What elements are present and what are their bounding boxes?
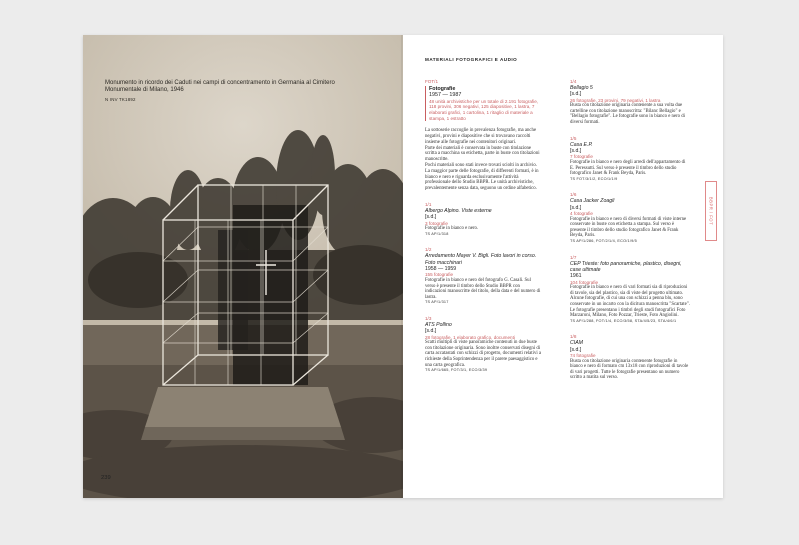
side-tab-label: BBPR / FOT xyxy=(708,196,714,226)
catalog-entry xyxy=(570,79,690,126)
paragraph: La sottoserie raccoglie in prevalenza fotografie, ma anche negativi, provini e diapositive che si trovavano raccolti insieme alle fotografie nei contenitori originari. xyxy=(425,128,537,145)
entry-title: Albergo Alpino. Viste esterne xyxy=(425,207,492,214)
entry-quantity: 4 fotografie xyxy=(570,210,593,216)
entry-quantity: 26 fotografie, 23 provini, 79 negativi, 1 lastra xyxy=(570,97,661,103)
entry-reference: TS AP/1/288, FOT/1/4, ECO/3/58, STA/4/5/23, STA/4/6/1 xyxy=(570,318,677,323)
entry-date: [s.d.] xyxy=(425,214,437,221)
photo-illustration xyxy=(83,35,403,498)
entry-reference: TS AP/1/318 xyxy=(425,231,449,236)
entry-code: 1/1 xyxy=(425,201,432,207)
catalog-entry xyxy=(425,316,541,374)
entry-reference: TS FOT/3/1/2, ECO/1/1/9 xyxy=(570,176,618,181)
entry-quantity: 155 fotografie xyxy=(425,272,454,278)
series-title: Fotografie xyxy=(429,86,456,92)
page-number: 239 xyxy=(101,475,111,481)
entry-reference: TS AP/1/317 xyxy=(425,300,449,305)
entry-title: Casa Jacker Zoagli xyxy=(570,198,615,205)
entry-code: 1/4 xyxy=(570,79,577,84)
catalog-entry xyxy=(570,192,690,244)
entry-date: [s.d.] xyxy=(570,91,582,98)
catalog-entry xyxy=(570,255,690,325)
entry-title: Arredamento Mayer V. Bigli. Foto lavori in corso. Foto macchinari xyxy=(425,253,537,266)
entry-description: Fotografie in bianco e nero del fotografo G. Casali. Sul verso è presente il timbro dello Studio BBPR con indicazioni manoscritte del titolo, della data e del numero di lastra. xyxy=(425,278,541,300)
entry-quantity: 28 fotografie, 1 elaborato grafico, documenti xyxy=(425,334,515,340)
entry-date: [s.d.] xyxy=(570,346,582,353)
catalog-entry xyxy=(570,136,690,183)
entry-reference: TS AP/1/665, FOT/3/1, ECO/3/39 xyxy=(425,368,488,373)
paragraph: La maggior parte delle fotografie, di differenti formati, è in bianco e nero e riguarda esclusivamente l'attività professionale dello Studio BBPR. Le unità archivistiche, prevalentemente senza data, seguono un ordine alfabetico. xyxy=(425,168,539,192)
right-page xyxy=(403,35,723,498)
entry-quantity: 104 fotografie xyxy=(570,279,599,285)
series-text xyxy=(425,128,541,192)
catalog-entry xyxy=(570,334,690,381)
entry-title: CIAM xyxy=(570,340,583,347)
catalog-entry xyxy=(425,202,541,237)
series-dates: 1957 — 1987 xyxy=(429,92,462,99)
entry-code: 1/5 xyxy=(570,135,577,141)
side-tab xyxy=(705,181,717,241)
caption-inventory: N INV TK1892 xyxy=(105,96,136,102)
caption-title: Monumento in ricordo dei Caduti nei campi di concentramento in Germania al Cimitero Monumentale di Milano, 1946 xyxy=(105,80,335,94)
entry-date: [s.d.] xyxy=(570,147,582,154)
entry-code: 1/6 xyxy=(570,192,577,198)
entry-reference: TS AP/1/286, FOT/2/1/4, ECO/1/9/5 xyxy=(570,239,637,244)
entry-description: Busta con titolazione originaria contenente a sua volta due cartelline con titolazione manoscritta: "Bilanc Bellagio" e "Bellagio fotografie". Le fotografie sono in bianco e nero di diversi formati. xyxy=(570,103,686,126)
photo-caption xyxy=(105,80,335,103)
entry-code: 1/8 xyxy=(570,334,577,340)
entry-title: CEP Trieste: foto panoramiche, plastico, disegni, case ultimate xyxy=(570,260,682,273)
entry-quantity: 74 fotografie xyxy=(570,352,596,358)
entry-description: Fotografie in bianco e nero di diversi formati di viste interne conservate in buste con etichetta a stampa. Sul verso è presente il timbro dello studio fotografico Janet & Frank Beyda, Paris. xyxy=(570,216,687,239)
entry-date: 1958 — 1959 xyxy=(425,266,457,273)
series-code: FOT/1 xyxy=(425,79,439,84)
series-entry xyxy=(425,79,541,192)
paragraph: Pochi materiali sono stati invece trovati sciolti in archivio. xyxy=(425,162,538,168)
entry-quantity: 3 fotografie xyxy=(425,220,448,226)
entry-title: Casa E.P. xyxy=(570,141,593,148)
paragraph: Parte dei materiali è conservata in buste con titolazione scritta a macchina su etichetta, parte in buste con titolazioni manoscritte. xyxy=(425,145,540,163)
entry-date: 1961 xyxy=(570,273,582,280)
entry-title: ATS Pollino xyxy=(425,322,452,328)
left-page xyxy=(83,35,403,498)
entry-date: [s.d.] xyxy=(570,204,582,211)
book-spread xyxy=(83,35,723,498)
series-header xyxy=(425,86,541,121)
entry-description: Fotografie in bianco e nero. xyxy=(425,226,479,232)
catalog-entry xyxy=(425,247,541,306)
entry-code: 1/7 xyxy=(570,254,577,260)
series-quantity: 48 unità archivistiche per un totale di 2.191 fotografie, 118 provini, 306 negativi, 125 diapositive, 1 lastra, 7 elaborati grafici, 1 cartolina, 1 ritaglio di materiale a stampa, 1 estratto xyxy=(429,98,539,121)
entry-description: Fotografie in bianco e nero di vari formati sia di riproduzioni di tavole, sia del plastico, sia di viste del progetto ultimato. Alcune fotografie, di cui una con schizzi a penna blu, sono conservate in un incarto con la dicitura manoscritta "Scartate". Le fotografie presentano i timbri degli studi fotografici Foto Marzaroni, Milano, Foto Pozzar, Trieste, Foto Angiolini. xyxy=(570,285,690,319)
running-head: MATERIALI FOTOGRAFICI E AUDIO xyxy=(425,57,518,62)
column-right xyxy=(570,79,690,391)
entry-description: Scatti multipli di viste panoramiche contenuti in due buste con titolazione originaria. Sono inoltre conservati disegni di carta accatastati con schizzi di progetto, documenti relativi a richieste della Soprintendenza per il parere paesaggistico e una carta geografica. xyxy=(425,340,542,368)
entry-description: Busta con titolazione originaria contenente fotografie in bianco e nero di formato cm 13x18 con riproduzioni di tavole di vari progetti. Tutte le fotografie presentano un numero scritto a matita sul verso. xyxy=(570,358,689,381)
entry-code: 1/2 xyxy=(425,247,432,253)
entry-description: Fotografie in bianco e nero degli arredi dell'appartamento di E. Peressutti. Sul verso è presente il timbro dello studio fotografico Janet & Frank Beyda, Paris. xyxy=(570,159,686,177)
entry-code: 1/3 xyxy=(425,316,432,321)
monument-photograph xyxy=(83,35,403,498)
entry-quantity: 7 fotografie xyxy=(570,154,593,160)
column-left xyxy=(425,79,541,384)
entry-title: Bellagio 5 xyxy=(570,85,593,91)
entry-date: [s.d.] xyxy=(425,328,437,335)
